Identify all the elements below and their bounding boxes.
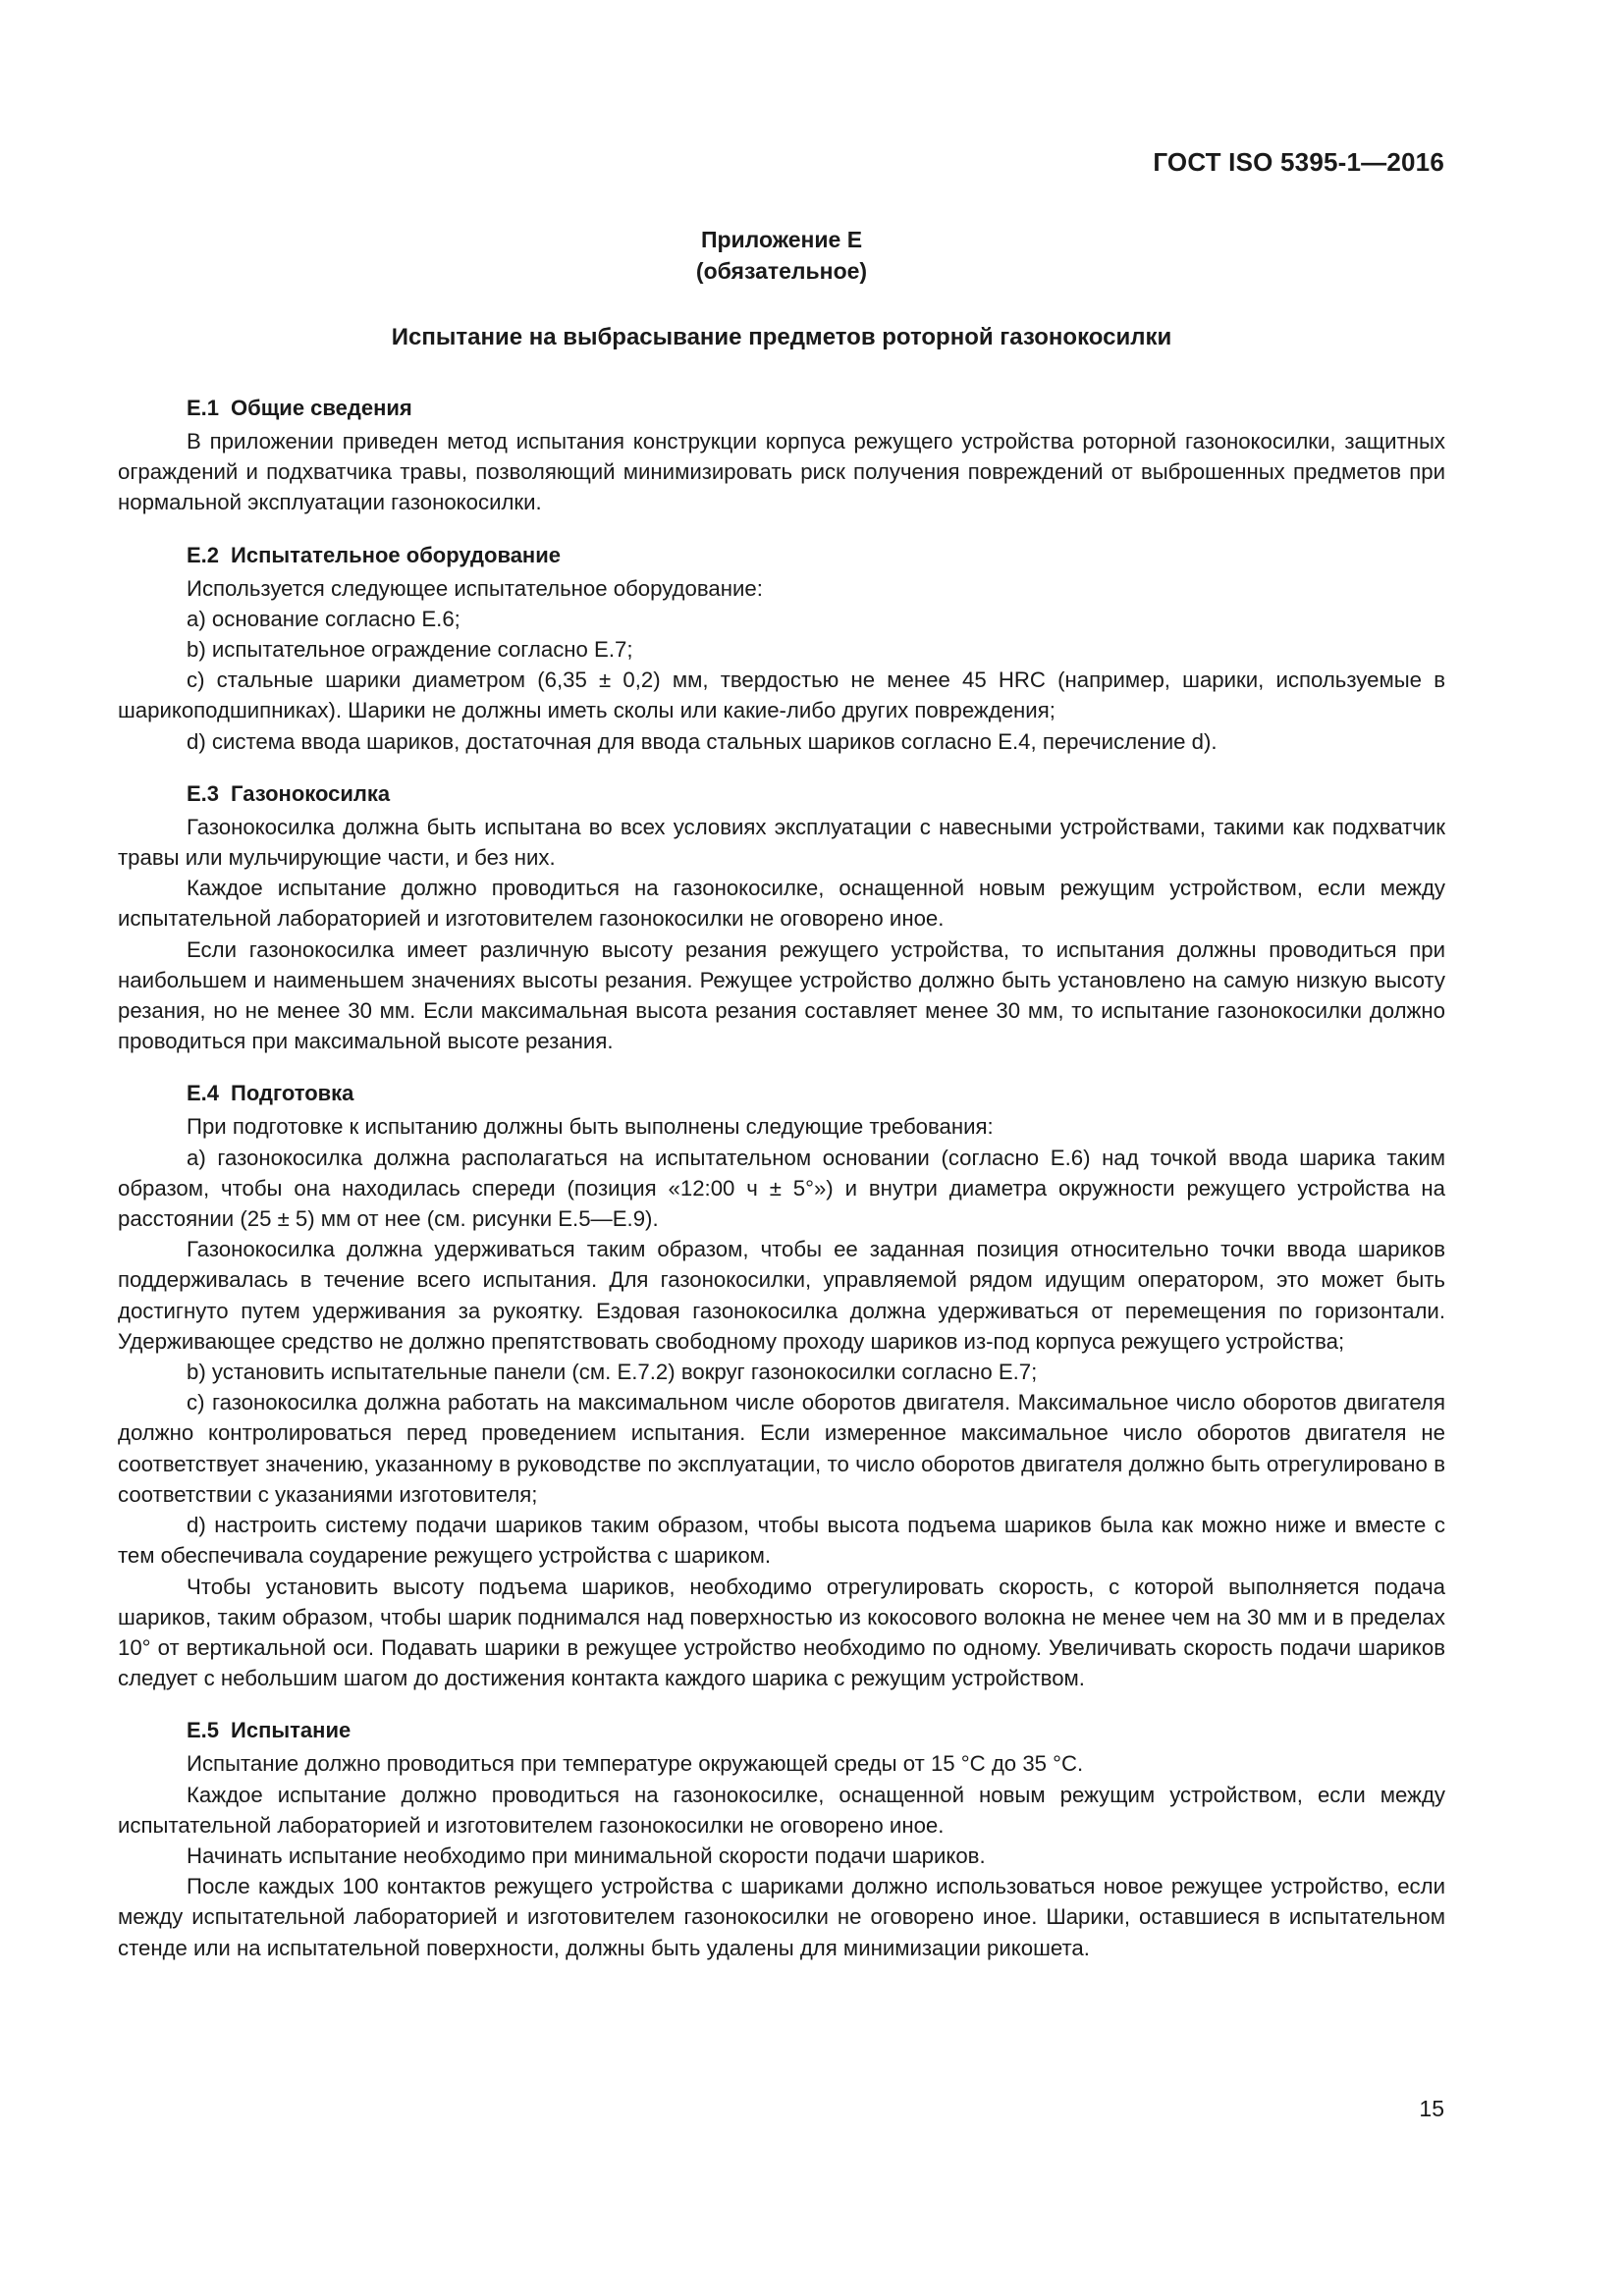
list-item: a) газонокосилка должна располагаться на испытательном основании (согласно Е.6) над точкой ввода шарика таким образом, чтобы она находилась спереди (позиция «12:00 ч ± 5°») и внутри диаметра окружности режущего устройства на расстоянии (25 ± 5) мм от нее (см. рисунки Е.5—Е.9). <box>118 1145 1445 1232</box>
paragraph: Если газонокосилка имеет различную высоту резания режущего устройства, то испытания должны проводиться при наибольшем и наименьшем значениях высоты резания. Режущее устройство должно быть установлено на самую низкую высоту резания, но не менее 30 мм. Если максимальная высота резания составляет менее 30 мм, то испытание газонокосилки должно проводиться при максимальной высоте резания. <box>118 936 1445 1054</box>
list-item: c) стальные шарики диаметром (6,35 ± 0,2) мм, твердостью не менее 45 HRC (например, шарики, используемые в шарикоподшипниках). Шарики не должны иметь сколы или какие-либо других повреждения; <box>118 667 1445 723</box>
list-item: d) система ввода шариков, достаточная для ввода стальных шариков согласно Е.4, перечисление d). <box>187 728 1218 754</box>
section-heading <box>118 1715 1445 1745</box>
annex-title: Испытание на выбрасывание предметов роторной газонокосилки <box>391 324 1172 350</box>
paragraph: Чтобы установить высоту подъема шариков, необходимо отрегулировать скорость, с которой выполняется подача шариков, таким образом, чтобы шарик поднимался над поверхностью из кокосового волокна не менее чем на 30 мм и в пределах 10° от вертикальной оси. Подавать шарики в режущее устройство необходимо по одному. Увеличивать скорость подачи шариков следует с небольшим шагом до достижения контакта каждого шарика с режущим устройством. <box>118 1574 1445 1691</box>
list-item: a) основание согласно Е.6; <box>187 606 460 631</box>
section-heading <box>118 540 1445 570</box>
section-e1 <box>118 393 1445 518</box>
paragraph: При подготовке к испытанию должны быть выполнены следующие требования: <box>187 1114 994 1140</box>
annex-status: (обязательное) <box>695 258 868 284</box>
list-item: d) настроить систему подачи шариков таким образом, чтобы высота подъема шариков была как можно ниже и вместе с тем обеспечивала соударение режущего устройства с шариком. <box>118 1513 1445 1569</box>
paragraph: Используется следующее испытательное оборудование: <box>187 575 763 601</box>
section-heading <box>118 1078 1445 1108</box>
section-e4 <box>118 1078 1445 1693</box>
section-heading <box>118 393 1445 423</box>
standard-code: ГОСТ ISO 5395-1—2016 <box>1153 147 1444 177</box>
paragraph: В приложении приведен метод испытания конструкции корпуса режущего устройства роторной газонокосилки, защитных ограждений и подхватчика травы, позволяющий минимизировать риск получения повреждений от выброшенных предметов при нормальной эксплуатации газонокосилки. <box>118 429 1445 515</box>
section-number: Е.5 <box>187 1718 220 1743</box>
section-title: Испытательное оборудование <box>231 542 561 567</box>
section-title: Газонокосилка <box>231 780 391 806</box>
paragraph: Испытание должно проводиться при температуре окружающей среды от 15 °C до 35 °C. <box>187 1751 1084 1777</box>
list-item: b) испытательное ограждение согласно Е.7; <box>187 637 633 663</box>
page-content <box>118 224 1445 1963</box>
paragraph: Газонокосилка должна удерживаться таким образом, чтобы ее заданная позиция относительно точки ввода шариков поддерживалась в течение всего испытания. Для газонокосилки, управляемой рядом идущим оператором, это может быть достигнуто путем удерживания за рукоятку. Ездовая газонокосилка должна удерживаться от перемещения по горизонтали. Удерживающее средство не должно препятствовать свободному проходу шариков из-под корпуса режущего устройства; <box>118 1237 1445 1354</box>
list-item: c) газонокосилка должна работать на максимальном числе оборотов двигателя. Максимальное число оборотов двигателя должно контролироваться перед проведением испытания. Если измеренное максимальное число оборотов двигателя не соответствует значению, указанному в руководстве по эксплуатации, то число оборотов двигателя должно быть отрегулировано в соответствии с указаниями изготовителя; <box>118 1390 1445 1507</box>
section-title: Подготовка <box>231 1081 354 1106</box>
page-number: 15 <box>1419 2096 1444 2121</box>
section-heading <box>118 778 1445 809</box>
section-e5 <box>118 1715 1445 1962</box>
paragraph: После каждых 100 контактов режущего устройства с шариками должно использоваться новое режущее устройство, если между испытательной лабораторией и изготовителем газонокосилки не оговорено иное. Шарики, оставшиеся в испытательном стенде или на испытательной поверхности, должны быть удалены для минимизации рикошета. <box>118 1874 1445 1960</box>
section-number: Е.4 <box>187 1081 220 1106</box>
section-title: Испытание <box>231 1718 352 1743</box>
section-number: Е.1 <box>187 396 220 420</box>
section-title: Общие сведения <box>231 396 412 420</box>
paragraph: Начинать испытание необходимо при минимальной скорости подачи шариков. <box>187 1842 986 1868</box>
paragraph: Каждое испытание должно проводиться на газонокосилке, оснащенной новым режущим устройством, если между испытательной лабораторией и изготовителем газонокосилки не оговорено иное. <box>118 876 1445 932</box>
section-e3 <box>118 778 1445 1057</box>
paragraph: Газонокосилка должна быть испытана во всех условиях эксплуатации с навесными устройствами, такими как подхватчик травы или мульчирующие части, и без них. <box>118 814 1445 871</box>
annex-label: Приложение Е <box>700 227 863 252</box>
section-e2 <box>118 540 1445 757</box>
list-item: b) установить испытательные панели (см. Е.7.2) вокруг газонокосилки согласно Е.7; <box>187 1360 1038 1385</box>
paragraph: Каждое испытание должно проводиться на газонокосилке, оснащенной новым режущим устройством, если между испытательной лабораторией и изготовителем газонокосилки не оговорено иное. <box>118 1782 1445 1838</box>
section-number: Е.3 <box>187 780 220 806</box>
section-number: Е.2 <box>187 542 220 567</box>
